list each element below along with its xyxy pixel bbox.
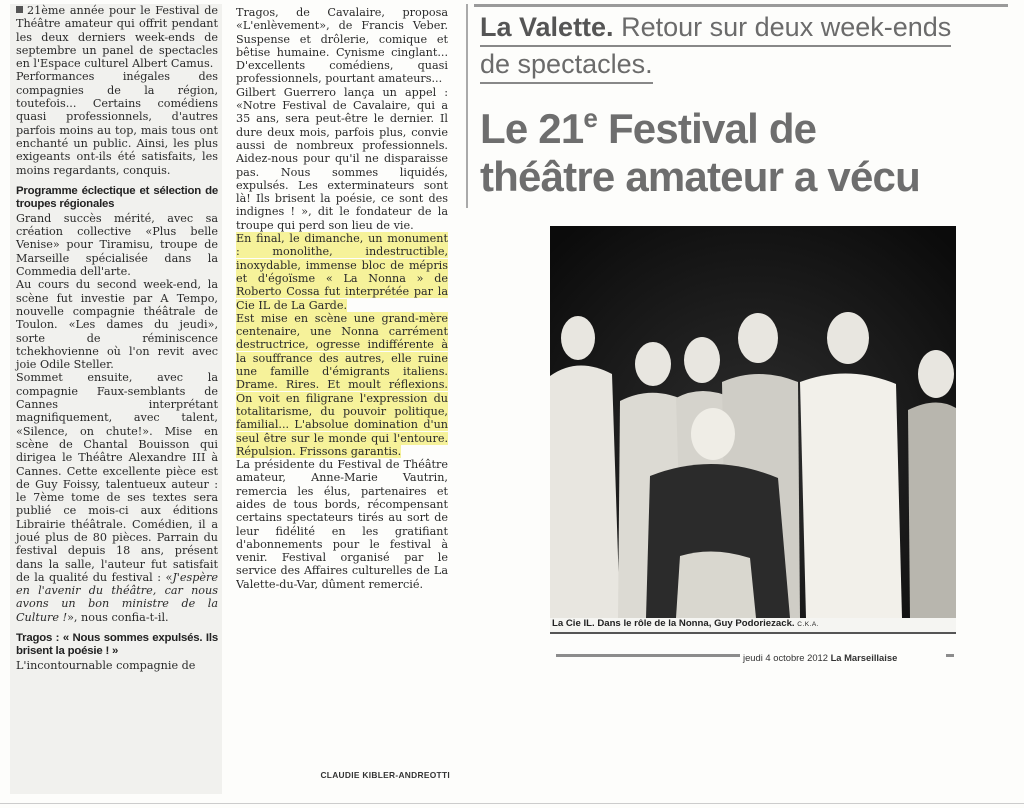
lead-paragraph [16, 4, 218, 70]
kicker-text: Retour sur deux week-ends [621, 12, 952, 42]
highlight-text: En final, le dimanche, un monument : monolithe, indestructible, inoxydable, immense bloc de mépris et d'égoïsme « La Nonna » de Roberto Cossa fut interprétée par la Cie IL de La Garde. [236, 232, 448, 312]
column-divider [466, 4, 468, 208]
paragraph: Au cours du second week-end, la scène fut investie par A Tempo, nouvelle compagnie théâtrale de Toulon. «Les dames du jeudi», sorte de réminiscence tchekhovienne où l'on revit avec joie Odile Steller. [16, 278, 218, 372]
photo-illustration [550, 226, 956, 634]
paragraph: La présidente du Festival de Théâtre amateur, Anne-Marie Vautrin, remercia les élus, partenaires et aides de tous bords, récompensant certains spectateurs tirés au sort de leur fidélité en les gratifiant d'abonnements pour le festival à venir. Festival organisé par le service des Affaires culturelles de La Valette-du-Var, dûment remercié. [236, 458, 448, 591]
troupe-photo [550, 226, 956, 634]
caption-text: La Cie IL. Dans le rôle de la Nonna, Guy Podoriezack. [552, 618, 795, 629]
kicker-line-1 [480, 10, 951, 47]
dateline-date: jeudi 4 octobre 2012 [743, 652, 828, 663]
photo-caption [552, 618, 954, 629]
paragraph-text: », nous confia-t-il. [67, 610, 169, 624]
headline-line-2: théâtre amateur a vécu [480, 153, 920, 200]
paragraph: Performances inégales des compagnies de la région, toutefois... Certains comédiens quasi professionnels, d'autres parfois moins au top, mais tous ont enchanté un public. Ainsi, les plus exigeants ont-ils été satisfaits, les moins regardants, conquis. [16, 70, 218, 177]
subheading: Programme éclectique et sélection de troupes régionales [16, 184, 218, 210]
paragraph-text: Sommet ensuite, avec la compagnie Faux-semblants de Cannes interprétant magnifiquement, avec talent, «Silence, on chute!». Mise en scène de Chantal Bouisson qui dirigea le Théâtre Alexandre III à Cannes. Cette excellente pièce est de Guy Foissy, talentueux auteur : le 7ème tome de ses textes sera publié ce mois-ci aux éditions Librairie théâtrale. Comédien, il a joué plus de 80 pièces. Parrain du festival depuis 18 ans, présent dans la salle, l'auteur fut satisfait de la qualité du festival : « [16, 371, 218, 584]
bullet-square-icon [16, 6, 23, 13]
dateline-paper: La Marseillaise [830, 652, 898, 663]
highlighted-paragraph [236, 312, 448, 458]
dateline [740, 652, 946, 663]
kicker-line-2: de spectacles. [480, 47, 653, 84]
headline-text: Festival de [597, 105, 817, 152]
highlighted-paragraph [236, 232, 448, 312]
paragraph: L'incontournable compagnie de [16, 659, 196, 673]
quote: J'espère en l'avenir du théâtre, car nous avons un bon ministre de la Culture ! [16, 570, 218, 624]
subheading: Tragos : « Nous sommes expulsés. Ils brisent la poésie ! » [16, 632, 218, 658]
headline-superscript: e [583, 103, 598, 133]
article-column-2 [236, 6, 448, 770]
headline-block [474, 4, 1008, 208]
byline: CLAUDIE KIBLER-ANDREOTTI [320, 770, 450, 780]
paragraph [16, 371, 218, 624]
lead-text: 21ème année pour le Festival de Théâtre amateur qui offrit pendant les deux derniers week-ends de septembre un panel de spectacles en l'Espace culturel Albert Camus. [16, 4, 218, 71]
scan-edge [0, 803, 1024, 804]
kicker-town: La Valette. [480, 12, 614, 42]
caption-rule [550, 632, 956, 634]
paragraph: Tragos, de Cavalaire, proposa «L'enlèvement», de Francis Veber. Suspense et drôlerie, comique et bêtise humaine. Cynisme cinglant... D'excellents comédiens, quasi professionnels, pourtant amateurs... [236, 6, 448, 86]
headline [480, 94, 1006, 201]
highlight-text: Est mise en scène une grand-mère centenaire, une Nonna carrément destructrice, ogresse indifférente à la souffrance des autres, elle ruine une famille d'émigrants italiens. Drame. Rires. Et moult réflexions. On voit en filigrane l'expression du totalitarisme, du pouvoir politique, familial... L'absolue domination d'un seul être sur le monde qui l'entoure. Répulsion. Frissons garantis. [236, 311, 448, 458]
photo-credit: C.K.A. [797, 621, 820, 628]
article-column-1 [10, 4, 222, 794]
headline-text: Le 21 [480, 105, 584, 152]
paragraph: Grand succès mérité, avec sa création collective «Plus belle Venise» pour Tiramisu, troupe de Marseille spécialisée dans la Commedia dell'arte. [16, 211, 218, 279]
kicker [480, 10, 1004, 84]
paragraph: Gilbert Guerrero lança un appel : «Notre Festival de Cavalaire, qui a 35 ans, sera peut-être le dernier. Il dure deux mois, parfois plus, convie aussi de nombreux professionnels. Aidez-nous pour qu'il ne disparaisse pas. Nous sommes liquidés, expulsés. Les exterminateurs sont là! Ils brisent la poésie, ce sont des indignes ! », dit le fondateur de la troupe qui perd son lieu de vie. [236, 85, 448, 232]
top-rule [474, 4, 1008, 7]
